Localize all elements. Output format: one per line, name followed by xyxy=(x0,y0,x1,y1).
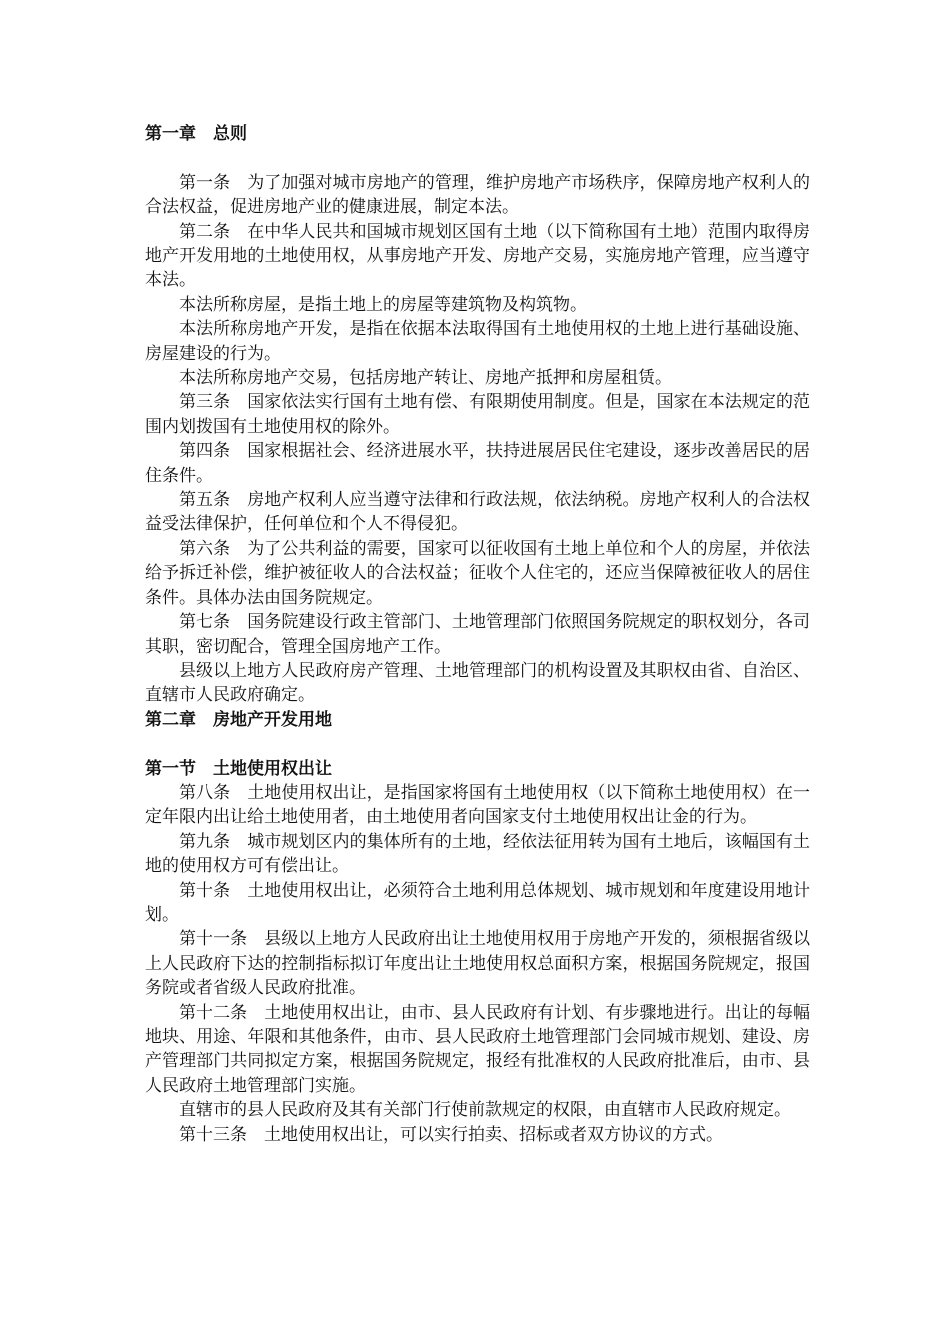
article-7-clause-local xyxy=(145,659,810,708)
article-label: 第十三条 xyxy=(179,1124,264,1145)
article-label: 第十二条 xyxy=(179,1002,265,1023)
article-11 xyxy=(145,927,810,1000)
section-1-body xyxy=(145,781,810,1147)
article-label: 第七条 xyxy=(179,612,248,633)
article-5 xyxy=(145,488,810,537)
article-label: 第三条 xyxy=(179,392,248,413)
article-label: 第九条 xyxy=(179,831,248,852)
article-13 xyxy=(145,1123,810,1147)
article-text: 本法所称房屋，是指土地上的房屋等建筑物及构筑物。 xyxy=(179,294,587,315)
article-2 xyxy=(145,220,810,293)
blank-line xyxy=(145,732,810,756)
article-text: 在中华人民共和国城市规划区国有土地（以下简称国有土地）范围内取得房地产开发用地的土地使用权，从事房地产开发、房地产交易，实施房地产管理，应当遵守本法。 xyxy=(145,221,811,291)
chapter-1-body xyxy=(145,171,810,708)
article-text: 房地产权利人应当遵守法律和行政法规，依法纳税。房地产权利人的合法权益受法律保护，任何单位和个人不得侵犯。 xyxy=(145,490,811,535)
article-2-clause-house xyxy=(145,293,810,317)
article-label: 第十一条 xyxy=(179,929,265,950)
article-text: 土地使用权出让，是指国家将国有土地使用权（以下简称土地使用权）在一定年限内出让给土地使用者，由土地使用者向国家支付土地使用权出让金的行为。 xyxy=(145,782,811,828)
article-12 xyxy=(145,1001,810,1099)
article-text: 国家根据社会、经济进展水平，扶持进展居民住宅建设，逐步改善居民的居住条件。 xyxy=(145,441,811,486)
chapter-1-heading: 第一章 总则 xyxy=(145,124,247,144)
article-text: 直辖市的县人民政府及其有关部门行使前款规定的权限，由直辖市人民政府规定。 xyxy=(179,1100,791,1121)
article-text: 为了加强对城市房地产的管理，维护房地产市场秩序，保障房地产权利人的合法权益，促进房地产业的健康进展，制定本法。 xyxy=(145,172,811,218)
article-9 xyxy=(145,830,810,879)
article-6 xyxy=(145,537,810,610)
article-1 xyxy=(145,171,810,220)
article-text: 土地使用权出让，由市、县人民政府有计划、有步骤地进行。出让的每幅地块、用途、年限和其他条件，由市、县人民政府土地管理部门会同城市规划、建设、房产管理部门共同拟定方案，根据国务院规定，报经有批准权的人民政府批准后，由市、县人民政府土地管理部门实施。 xyxy=(145,1002,811,1096)
article-10 xyxy=(145,879,810,928)
document-page xyxy=(145,122,810,1147)
article-text: 土地使用权出让，可以实行拍卖、招标或者双方协议的方式。 xyxy=(264,1124,723,1145)
article-label: 第六条 xyxy=(179,538,248,559)
article-7 xyxy=(145,610,810,659)
article-12-clause-municipality xyxy=(145,1098,810,1122)
article-label: 第四条 xyxy=(179,441,248,462)
blank-line xyxy=(145,146,810,170)
article-4 xyxy=(145,439,810,488)
article-text: 本法所称房地产开发，是指在依据本法取得国有土地使用权的土地上进行基础设施、房屋建设的行为。 xyxy=(145,319,810,364)
article-label: 第十条 xyxy=(179,880,248,901)
article-text: 城市规划区内的集体所有的土地，经依法征用转为国有土地后，该幅国有土地的使用权方可有偿出让。 xyxy=(145,831,811,877)
article-text: 县级以上地方人民政府出让土地使用权用于房地产开发的，须根据省级以上人民政府下达的控制指标拟订年度出让土地使用权总面积方案，根据国务院规定，报国务院或者省级人民政府批准。 xyxy=(145,929,811,999)
article-text: 国家依法实行国有土地有偿、有限期使用制度。但是，国家在本法规定的范围内划拨国有土地使用权的除外。 xyxy=(145,392,811,437)
article-text: 为了公共利益的需要，国家可以征收国有土地上单位和个人的房屋，并依法给予拆迁补偿，维护被征收人的合法权益；征收个人住宅的，还应当保障被征收人的居住条件。具体办法由国务院规定。 xyxy=(145,538,811,608)
article-text: 土地使用权出让，必须符合土地利用总体规划、城市规划和年度建设用地计划。 xyxy=(145,880,811,925)
article-label: 第八条 xyxy=(179,782,248,803)
article-label: 第五条 xyxy=(179,490,248,511)
article-3 xyxy=(145,390,810,439)
article-8 xyxy=(145,781,810,830)
article-text: 本法所称房地产交易，包括房地产转让、房地产抵押和房屋租赁。 xyxy=(179,368,672,389)
article-2-clause-transaction xyxy=(145,366,810,390)
article-label: 第二条 xyxy=(179,221,248,242)
article-text: 国务院建设行政主管部门、土地管理部门依照国务院规定的职权划分，各司其职，密切配合，管理全国房地产工作。 xyxy=(145,612,811,657)
section-1-heading: 第一节 土地使用权出让 xyxy=(145,758,332,779)
article-2-clause-development xyxy=(145,317,810,366)
chapter-2-heading: 第二章 房地产开发用地 xyxy=(145,709,332,730)
article-label: 第一条 xyxy=(179,172,248,193)
article-text: 县级以上地方人民政府房产管理、土地管理部门的机构设置及其职权由省、自治区、直辖市人民政府确定。 xyxy=(145,660,810,706)
